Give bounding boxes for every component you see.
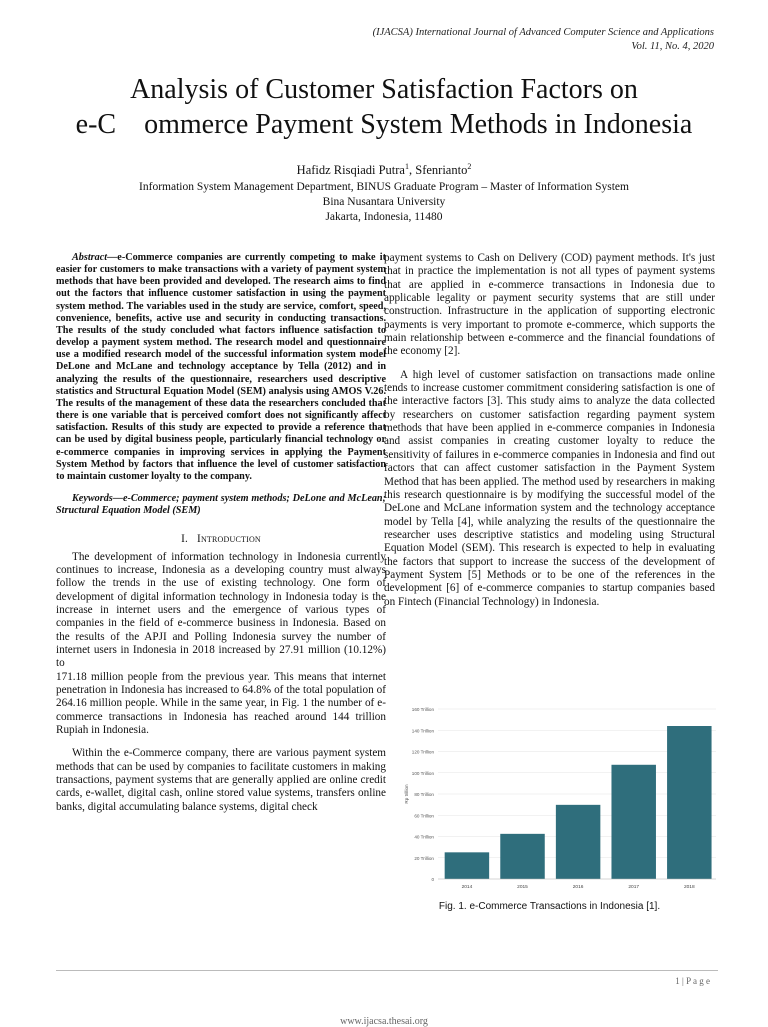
y-tick-label: 160 Trillion — [411, 707, 434, 712]
ecommerce-transactions-bar-chart — [400, 705, 720, 903]
right-paragraph-1: payment systems to Cash on Delivery (COD) payment methods. It's just that in practice the implementation is not all types of payment systems that are applied in e-commerce transactions in Indonesia due to applicable legality or payment security systems that are still under construction. Infrastructure in the application of supporting electronic payments is very important to promote e-commerce, which supports the main relationship between e-commerce and the financial foundations of the economy [2]. — [384, 252, 715, 358]
y-tick-label: 140 Trillion — [411, 728, 434, 734]
section-title: Introduction — [197, 533, 261, 546]
keywords: Keywords—e-Commerce; payment system methods; DeLone and McLean; Structural Equation Model (SEM) — [56, 492, 386, 517]
paper-title — [0, 72, 768, 142]
author-1-affiliation-mark: 1 — [405, 162, 409, 171]
affiliation-department: Information System Management Department, BINUS Graduate Program – Master of Information System — [139, 181, 629, 193]
x-tick-label: 2015 — [517, 885, 528, 890]
author-separator: , — [409, 163, 416, 178]
bar-2015 — [500, 834, 544, 879]
y-tick-label: 20 Trillion — [414, 855, 434, 861]
abstract-text: —e-Commerce companies are currently competing to make it easier for customers to make transactions with a variety of payment system methods that have been provided and developed. The research aims to find out the factors that influence customer satisfaction in using the payment system method. The variables used in the study are service, comfort, speed, convenience, benefits, active use and security in conducting transactions. The results of the study concluded what factors influence satisfaction to develop a payment system method. The research model and questionnaire use a modified research model of the successful information system model DeLone and McLane and technology acceptance by Tella (2012) and in analyzing the results of the questionnaire, researchers used descriptive statistics and Structural Equation Model (SEM) analysis using AMOS V.26. The results of the management of these data the researchers concluded that there is one variable that is perceived comfort does not significantly affect satisfaction. Results of this study are expected to provide a reference that can be used by digital business people, particularly financial technology or e-commerce companies in improving services in applying the Payment System Method by factors that influence the level of customer satisfaction to maintain customer loyalty to the company. — [56, 252, 386, 482]
left-column — [56, 252, 386, 824]
title-line-2: e-C ommerce Payment System Methods in Indonesia — [75, 109, 693, 140]
y-tick-label: 120 Trillion — [411, 749, 434, 755]
intro-paragraph-1a: The development of information technology in Indonesia currently continues to increase, Indonesia as a developing country must always follow the trends in the use of existing technology. One form of development of digital information technology in Indonesia today is the increase in internet users and the emergence of various types of companies in the field of e-commerce business in Indonesia. Based on the results of the APJI and Polling Indonesia survey the number of internet users in Indonesia in 2018 increased by 27.91 million (10.12%) to — [56, 550, 386, 670]
right-paragraph-2: A high level of customer satisfaction on transactions made online tends to increase customer commitment considering satisfaction is one of the interactive factors [3]. This study aims to analyze the data collected by researchers on customer satisfaction regarding payment system methods that have been applied in e-commerce companies in Indonesia and assist companies in creating customer loyalty to reduce the sensitivity of failures in e-commerce companies in Indonesia and find out factors that can affect customer satisfaction in the Payment System Method that has been applied. The method used by researchers in making this research questionnaire is by modifying the successful model of the DeLone and McLane information system and the technology acceptance model by Tella [4], while analyzing the results of the questionnaire the researcher uses descriptive statistics and modeling using Structural Equation Model (SEM). This research is expected to help in evaluating the factors that support to increase the success of the development of Payment System [5] Methods or to be one of the references in the development [6] of e-commerce companies to startup companies based on Fintech (Financial Technology) in Indonesia. — [384, 368, 715, 608]
affiliation-location: Jakarta, Indonesia, 11480 — [325, 211, 443, 223]
author-2: Sfenrianto — [415, 163, 468, 178]
y-tick-label: 60 Trillion — [414, 813, 434, 819]
footer-url: www.ijacsa.thesai.org — [340, 1016, 428, 1027]
bar-2018 — [667, 726, 711, 879]
y-tick-label: 80 Trillion — [414, 792, 434, 797]
journal-volume: Vol. 11, No. 4, 2020 — [631, 41, 714, 52]
x-tick-label: 2018 — [683, 885, 695, 890]
journal-name: (IJACSA) International Journal of Advanced Computer Science and Applications — [372, 27, 714, 38]
y-tick-label: 40 Trillion — [414, 834, 434, 840]
title-line-1: Analysis of Customer Satisfaction Factors on — [130, 74, 638, 105]
journal-header — [373, 26, 714, 54]
x-tick-label: 2016 — [572, 885, 584, 890]
intro-paragraph-2: Within the e-Commerce company, there are various payment system methods that can be used by companies to facilitate customers in making transactions, payment systems that are generally applied are online credit cards, e-wallet, digital cash, online stored value systems, transfers online banks, digital accumulating balance systems, digital check — [56, 747, 386, 813]
affiliation — [0, 180, 768, 225]
author-2-affiliation-mark: 2 — [467, 162, 472, 171]
section-heading-introduction — [56, 533, 386, 546]
x-tick-label: 2014 — [461, 885, 473, 890]
page-number: 1 | P a g e — [675, 976, 710, 986]
y-axis-label: Rp trillion — [404, 784, 409, 804]
author-1: Hafidz Risqiadi Putra — [296, 163, 405, 178]
y-tick-label: 100 Trillion — [411, 770, 434, 776]
abstract-label: Abstract — [72, 252, 108, 263]
abstract — [56, 252, 386, 483]
footer-rule — [56, 970, 718, 971]
bar-2014 — [445, 852, 489, 879]
author-list — [0, 162, 768, 178]
right-column — [384, 252, 715, 619]
bar-2016 — [556, 805, 600, 879]
figure-caption: Fig. 1. e-Commerce Transactions in Indonesia [1]. — [438, 901, 661, 912]
x-tick-label: 2017 — [628, 885, 640, 890]
section-number: I. — [181, 533, 189, 546]
intro-paragraph-1b: 171.18 million people from the previous year. This means that internet penetration in Indonesia has increased to 64.8% of the total population of 264.16 million people. While in the same year, in Fig. 1 the number of e-commerce transactions in Indonesia has reached around 144 trillion Rupiah in Indonesia. — [56, 670, 386, 737]
y-tick-label: 0 — [431, 877, 434, 882]
affiliation-university: Bina Nusantara University — [322, 196, 446, 208]
bar-2017 — [611, 765, 655, 879]
